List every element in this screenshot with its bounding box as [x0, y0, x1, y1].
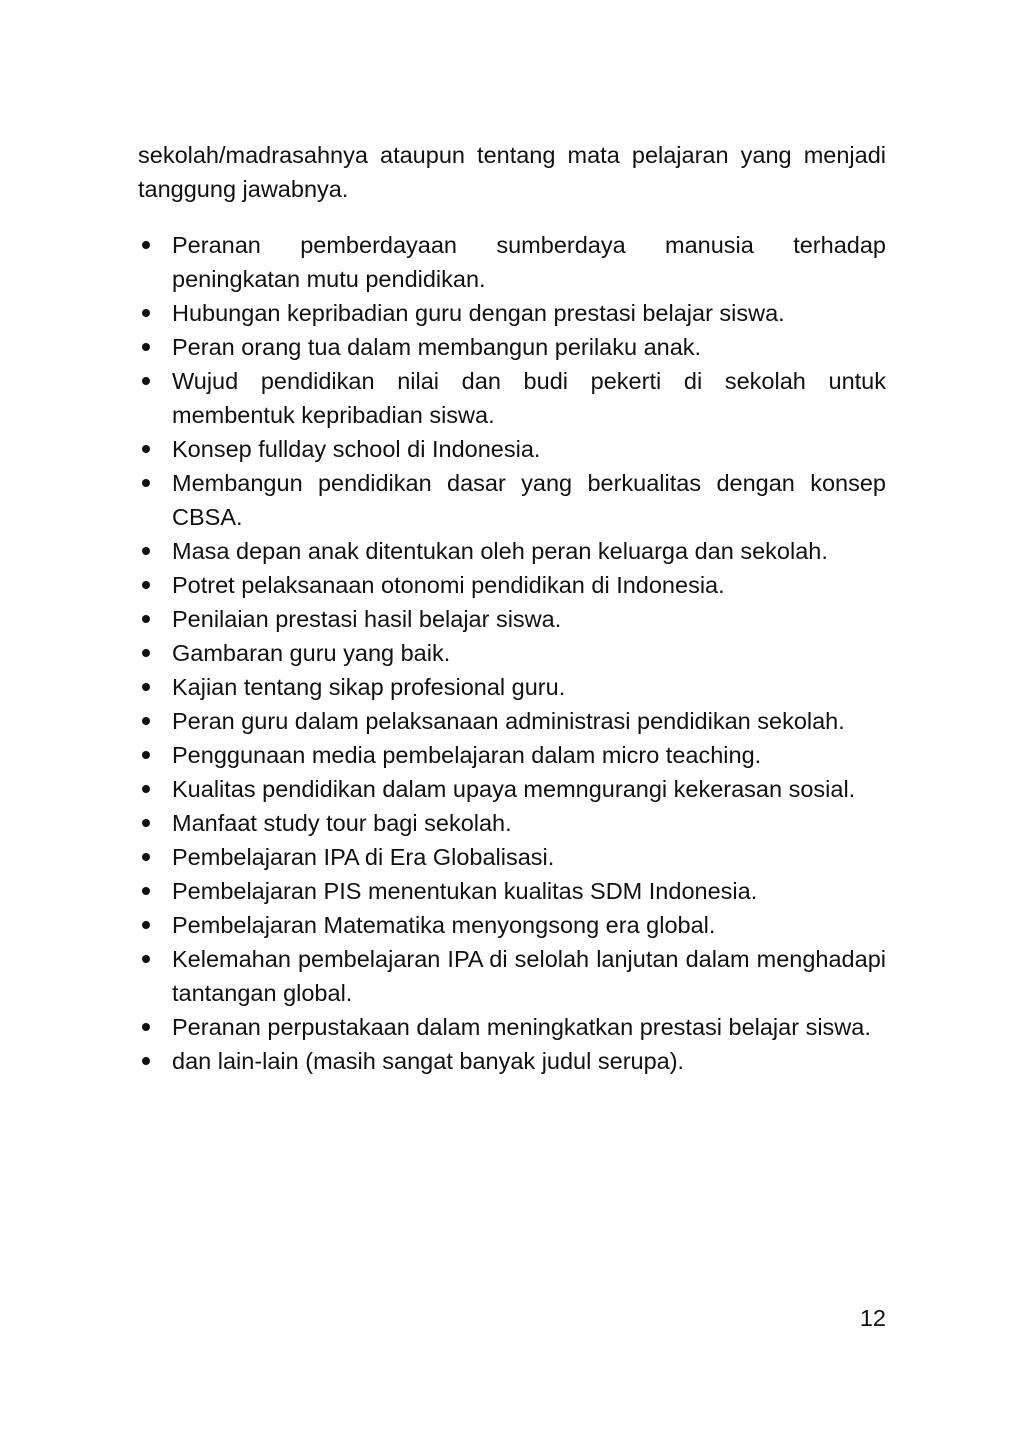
list-item: Masa depan anak ditentukan oleh peran keluarga dan sekolah.: [138, 534, 886, 568]
intro-paragraph: sekolah/madrasahnya ataupun tentang mata pelajaran yang menjadi tanggung jawabnya.: [138, 142, 886, 202]
list-item: Manfaat study tour bagi sekolah.: [138, 806, 886, 840]
list-item: Konsep fullday school di Indonesia.: [138, 432, 886, 466]
list-item: Kelemahan pembelajaran IPA di selolah lanjutan dalam menghadapi tantangan global.: [138, 942, 886, 1010]
list-item: dan lain-lain (masih sangat banyak judul serupa).: [138, 1044, 886, 1078]
list-item: Membangun pendidikan dasar yang berkualitas dengan konsep CBSA.: [138, 466, 886, 534]
list-item: Gambaran guru yang baik.: [138, 636, 886, 670]
list-item: Kajian tentang sikap profesional guru.: [138, 670, 886, 704]
page-content: [138, 138, 886, 1078]
page-number: 12: [859, 1305, 886, 1331]
list-item: Potret pelaksanaan otonomi pendidikan di Indonesia.: [138, 568, 886, 602]
list-item: Pembelajaran IPA di Era Globalisasi.: [138, 840, 886, 874]
list-item: Peran orang tua dalam membangun perilaku anak.: [138, 330, 886, 364]
topic-list: [138, 228, 886, 1078]
list-item: Kualitas pendidikan dalam upaya memngurangi kekerasan sosial.: [138, 772, 886, 806]
list-item: Penggunaan media pembelajaran dalam micro teaching.: [138, 738, 886, 772]
list-item: Pembelajaran Matematika menyongsong era global.: [138, 908, 886, 942]
list-item: Hubungan kepribadian guru dengan prestasi belajar siswa.: [138, 296, 886, 330]
list-item: Penilaian prestasi hasil belajar siswa.: [138, 602, 886, 636]
list-item: Wujud pendidikan nilai dan budi pekerti di sekolah untuk membentuk kepribadian siswa.: [138, 364, 886, 432]
list-item: Peran guru dalam pelaksanaan administrasi pendidikan sekolah.: [138, 704, 886, 738]
list-item: Peranan perpustakaan dalam meningkatkan prestasi belajar siswa.: [138, 1010, 886, 1044]
list-item: Pembelajaran PIS menentukan kualitas SDM Indonesia.: [138, 874, 886, 908]
list-item: Peranan pemberdayaan sumberdaya manusia terhadap peningkatan mutu pendidikan.: [138, 228, 886, 296]
